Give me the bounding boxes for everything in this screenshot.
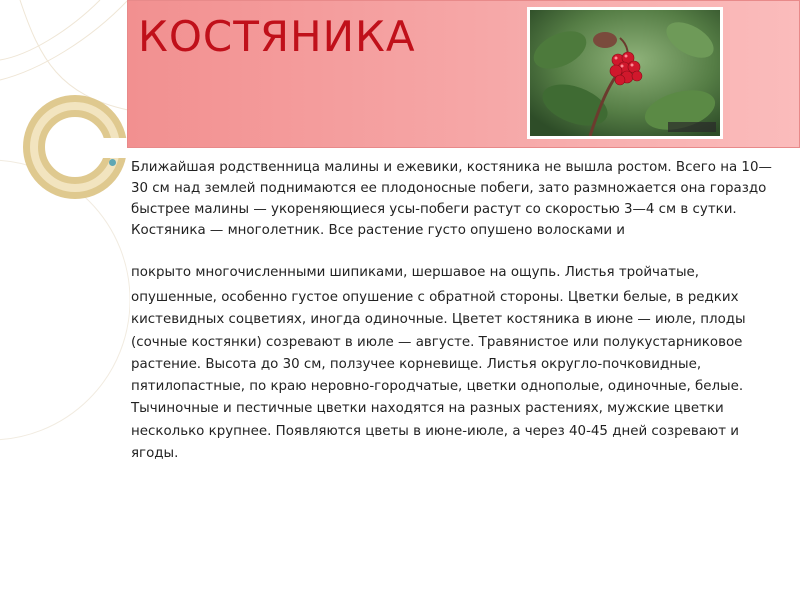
- decorative-arcs: [0, 0, 130, 600]
- slide-title: КОСТЯНИКА: [138, 12, 416, 61]
- paragraph-1: Ближайшая родственница малины и ежевики, костяника не вышла ростом. Всего на 10—30 см над землей поднимаются ее плодоносные побеги, зато размножается она гораздо быстрее малины — укореняющиеся усы-побеги растут со скоростью 3—4 см в сутки. Костяника — многолетник. Все растение густо опушено волосками и: [131, 160, 772, 238]
- paragraph-2: покрыто многочисленными шипиками, шершавое на ощупь. Листья тройчатые,: [131, 265, 700, 280]
- paragraph-3: опушенные, особенно густое опушение с обратной стороны. Цветки белые, в редких кистевидных соцветиях, иногда одиночные. Цветет костяника в июне — июле, плоды (сочные костянки) созревают в июле — августе. Травянистое или полукустарниковое растение. Высота до 30 см, ползучее корневище. Листья округло-почковидные, пятилопастные, по краю неровно-городчатые, цветки однополые, одиночные, белые. Тычиночные и пестичные цветки находятся на разных растениях, мужские цветки несколько крупнее. Появляются цветы в июне-июле, а через 40-45 дней созревают и ягоды.: [131, 290, 746, 462]
- stone-bramble-berry-photo-icon: [530, 10, 720, 136]
- bullet-point: [109, 159, 116, 166]
- berry-photo: [527, 7, 723, 139]
